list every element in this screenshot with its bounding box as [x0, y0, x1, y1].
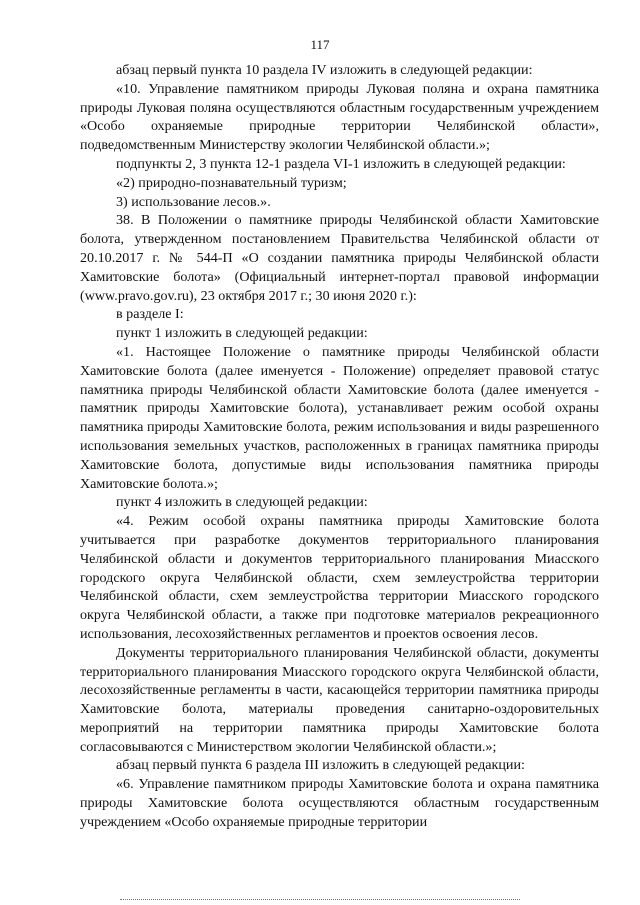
paragraph: «6. Управление памятником природы Хамитовские болота и охрана памятника природы Хамитовские болота осуществляются областным государственным учреждением «Особо охраняемые природные территории — [80, 776, 599, 830]
page-bottom-divider — [120, 899, 520, 900]
paragraph: Документы территориального планирования Челябинской области, документы территориального планирования Миасского городского округа Челябинской области, лесохозяйственные регламенты в части, касающейся территории памятника природы Хамитовские болота, материалы проведения санитарно-оздоровительных мероприятий на территории памятника природы Хамитовские болота согласовываются с Министерством экологии Челябинской области.»; — [80, 644, 599, 755]
paragraph: подпункты 2, 3 пункта 12-1 раздела VI-1 изложить в следующей редакции: — [116, 155, 566, 172]
paragraph: в разделе I: — [116, 306, 184, 323]
paragraph: 3) использование лесов.». — [116, 193, 271, 210]
paragraph: «4. Режим особой охраны памятника природы Хамитовские болота учитывается при разработке документов территориального планирования Челябинской области и документов территориального планирования Миасского городского округа Челябинской области, схем землеустройства территории Челябинской области, схем землеустройства территории Миасского городского округа Челябинской области, а также при подготовке материалов рекреационного использования, лесохозяйственных регламентов и проектов освоения лесов. — [80, 513, 599, 642]
paragraph: «10. Управление памятником природы Луковая поляна и охрана памятника природы Луковая поляна осуществляются областным государственным учреждением «Особо охраняемые природные территории Челябинской области», подведомственным Министерству экологии Челябинской области.»; — [80, 80, 599, 154]
paragraph: «1. Настоящее Положение о памятнике природы Челябинской области Хамитовские болота (далее именуется - Положение) определяет правовой статус памятника природы Челябинской области Хамитовские болота (далее именуется - памятник природы Хамитовские болота), устанавливает режим особой охраны памятника природы Хамитовские болота, режим использования и виды разрешенного использования земельных участков, расположенных в границах памятника природы Хамитовские болота, допустимые виды использования памятника природы Хамитовские болота.»; — [80, 343, 599, 492]
paragraph: пункт 1 изложить в следующей редакции: — [116, 325, 368, 342]
paragraph: «2) природно-познавательный туризм; — [116, 174, 347, 191]
paragraph: 38. В Положении о памятнике природы Челябинской области Хамитовские болота, утвержденном постановлением Правительства Челябинской области от 20.10.2017 г. № 544-П «О создании памятника природы Челябинской области Хамитовские болота» (Официальный интернет-портал правовой информации (www.pravo.gov.ru), 23 октября 2017 г.; 30 июня 2020 г.): — [80, 212, 599, 304]
document-body — [80, 61, 599, 832]
paragraph: пункт 4 изложить в следующей редакции: — [116, 494, 368, 511]
paragraph: абзац первый пункта 10 раздела IV изложить в следующей редакции: — [116, 62, 533, 78]
paragraph: абзац первый пункта 6 раздела III изложить в следующей редакции: — [116, 757, 525, 774]
page-number: 117 — [310, 37, 330, 52]
